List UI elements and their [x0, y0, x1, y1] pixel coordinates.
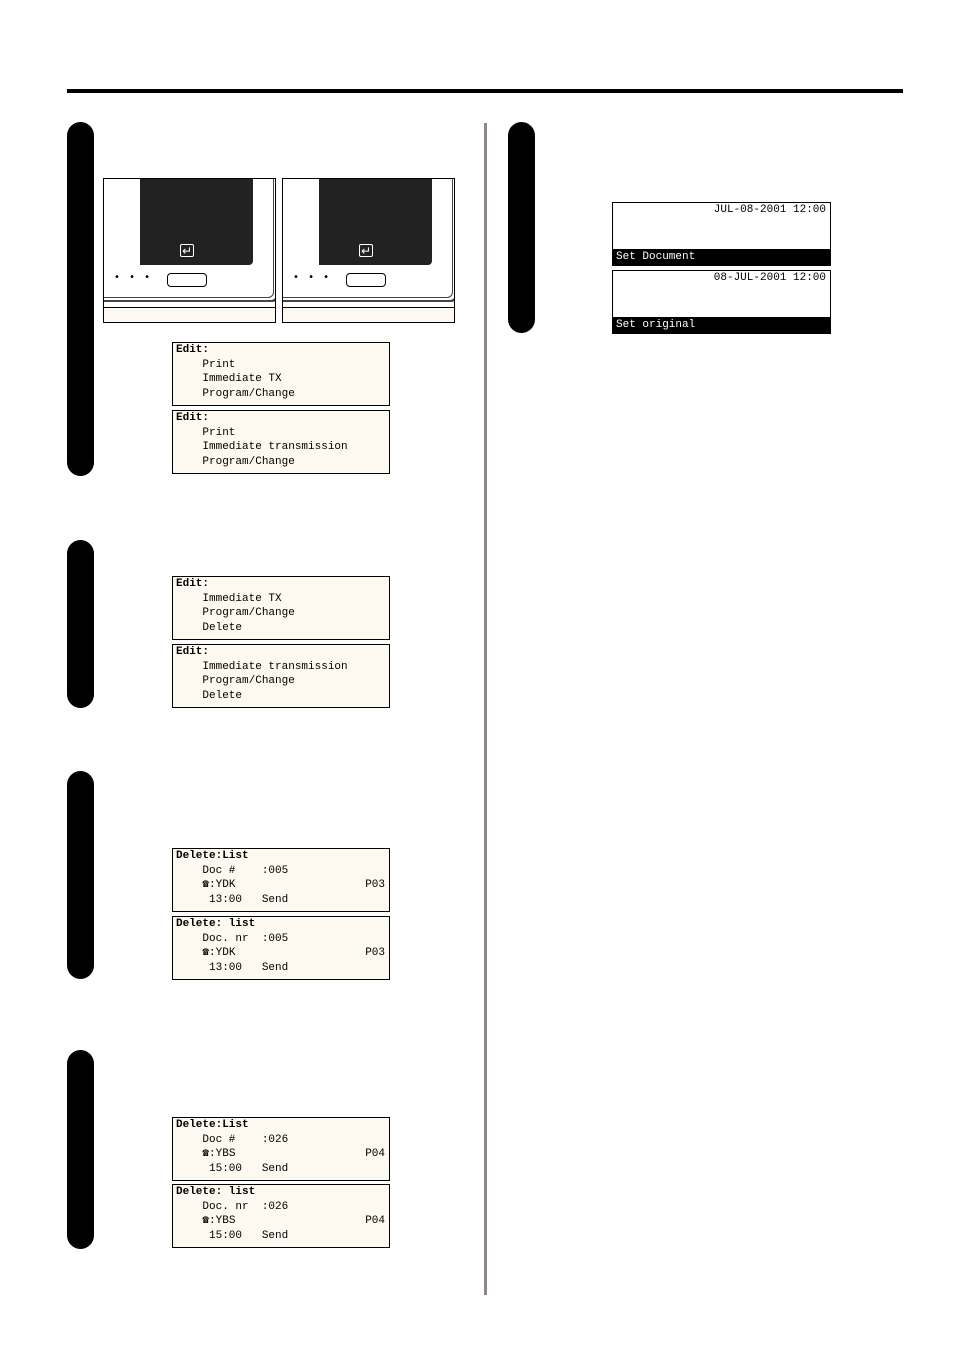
page-number: P04 — [365, 1215, 385, 1227]
panel-display — [319, 179, 432, 265]
page-number: P03 — [365, 879, 385, 891]
operation-panel-illustration — [103, 178, 276, 323]
step-marker-5 — [508, 122, 535, 333]
panel-display — [140, 179, 253, 265]
step-marker-1 — [67, 122, 94, 476]
datetime: 08-JUL-2001 12:00 — [713, 272, 826, 284]
lcd-edit-menu: Edit: Immediate transmission Program/Change Delete — [172, 644, 390, 708]
top-rule — [67, 89, 903, 93]
column-divider — [484, 123, 487, 1295]
lcd-edit-menu: Edit: Print Immediate transmission Program/Change — [172, 410, 390, 474]
panel-key — [167, 273, 207, 287]
status-message: Set Document — [613, 249, 830, 265]
lcd-edit-menu: Edit: Print Immediate TX Program/Change — [172, 342, 390, 406]
enter-icon: ↵ — [181, 244, 193, 258]
page-number: P03 — [365, 947, 385, 959]
dots-icon: • • • — [114, 272, 154, 283]
enter-icon: ↵ — [360, 244, 372, 258]
lcd-delete-list: Delete: list Doc. nr :005 ☎:YDK P03 13:00 Send — [172, 916, 390, 980]
operation-panel-illustration — [282, 178, 455, 323]
panel-key — [346, 273, 386, 287]
lcd-delete-list: Delete: list Doc. nr :026 ☎:YBS P04 15:00 Send — [172, 1184, 390, 1248]
dots-icon: • • • — [293, 272, 333, 283]
page-number: P04 — [365, 1148, 385, 1160]
lcd-edit-menu: Edit: Immediate TX Program/Change Delete — [172, 576, 390, 640]
step-marker-3 — [67, 771, 94, 979]
status-message: Set original — [613, 317, 830, 333]
lcd-standby-screen — [612, 270, 831, 334]
lcd-standby-screen — [612, 202, 831, 266]
datetime: JUL-08-2001 12:00 — [713, 204, 826, 216]
step-marker-2 — [67, 540, 94, 708]
step-marker-4 — [67, 1050, 94, 1249]
lcd-delete-list: Delete:List Doc # :026 ☎:YBS P04 15:00 Send — [172, 1117, 390, 1181]
lcd-delete-list: Delete:List Doc # :005 ☎:YDK P03 13:00 Send — [172, 848, 390, 912]
